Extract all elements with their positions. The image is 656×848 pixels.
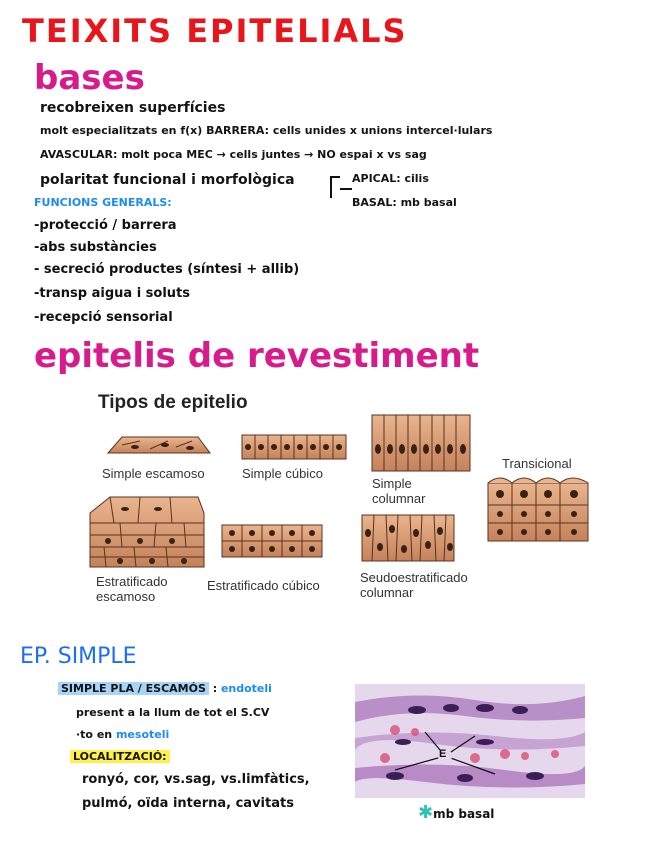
bases-line-1: recobreixen superfícies: [40, 100, 226, 116]
label-seudo-2: columnar: [360, 585, 414, 600]
label-estrat-cubico: Estratificado cúbico: [207, 578, 320, 593]
bases-line-3: AVASCULAR: molt poca MEC → cells juntes → NO espai x vs sag: [40, 148, 427, 161]
ep-simple-heading: EP. SIMPLE: [20, 644, 137, 669]
simple-cuboidal-icon: [242, 435, 346, 459]
ep-simple-item: [58, 682, 272, 695]
page-title: TEIXITS EPITELIALS: [22, 12, 408, 50]
label-transicional: Transicional: [502, 456, 572, 471]
funcio-item: -transp aigua i soluts: [34, 286, 191, 301]
label-seudo-1: Seudoestratificado: [360, 570, 468, 585]
localitzacio-line-2: pulmó, oïda interna, cavitats: [82, 796, 294, 811]
label-simple-cubico: Simple cúbico: [242, 466, 323, 481]
label-simple-columnar-2: columnar: [372, 491, 426, 506]
funcio-item: -recepció sensorial: [34, 310, 173, 325]
mesoteli-term: mesoteli: [115, 728, 170, 741]
label-estrat-escamoso-2: escamoso: [96, 589, 156, 604]
star-icon: ✱: [418, 802, 434, 823]
bases-line-2: molt especialitzats en f(x) BARRERA: cells unides x unions intercel·lulars: [40, 124, 493, 137]
histology-micrograph: [355, 684, 585, 798]
label-estrat-escamoso-1: Estratificado: [96, 574, 168, 589]
stratified-cuboidal-icon: [222, 525, 322, 557]
ep-simple-item-label: SIMPLE PLA / ESCAMÓS: [58, 682, 209, 695]
polarity-bracket: [330, 176, 340, 198]
polarity-bracket-arrow: [340, 188, 352, 190]
label-simple-columnar-1: Simple: [372, 476, 412, 491]
localitzacio-line-1: ronyó, cor, vs.sag, vs.limfàtics,: [82, 772, 310, 787]
bases-line-4: polaritat funcional i morfològica: [40, 172, 295, 188]
figure-title: Tipos de epitelio: [98, 392, 248, 413]
ep-simple-item-sep: :: [208, 682, 221, 695]
micrograph-label-e: E: [439, 748, 447, 760]
section-title-bases: bases: [34, 58, 145, 98]
simple-columnar-icon: [372, 415, 470, 471]
label-simple-escamoso: Simple escamoso: [102, 466, 205, 481]
section-title-epitelis: epitelis de revestiment: [34, 336, 480, 376]
funcio-item: -abs substàncies: [34, 240, 157, 255]
stratified-squamous-icon: [90, 497, 204, 567]
pseudostratified-icon: [362, 515, 454, 561]
funcio-item: - secreció productes (síntesi + allib): [34, 262, 300, 277]
ep-simple-mesoteli-line: [76, 728, 169, 741]
localitzacio-label: LOCALITZACIÓ:: [70, 750, 170, 763]
mb-basal-label: [418, 802, 494, 823]
funcio-item: -protecció / barrera: [34, 218, 177, 233]
epithelium-types-illustration: [80, 405, 620, 635]
polarity-basal: BASAL: mb basal: [352, 196, 457, 209]
mb-basal-text: mb basal: [433, 807, 495, 821]
mesoteli-prefix: ·to en: [76, 728, 113, 741]
localitzacio-heading: [70, 750, 170, 763]
transitional-icon: [488, 478, 588, 541]
ep-simple-endoteli: endoteli: [220, 682, 272, 695]
funcions-heading: FUNCIONS GENERALS:: [34, 196, 172, 209]
simple-squamous-icon: [108, 437, 210, 453]
polarity-apical: APICAL: cilis: [352, 172, 429, 185]
ep-simple-present: present a la llum de tot el S.CV: [76, 706, 270, 719]
